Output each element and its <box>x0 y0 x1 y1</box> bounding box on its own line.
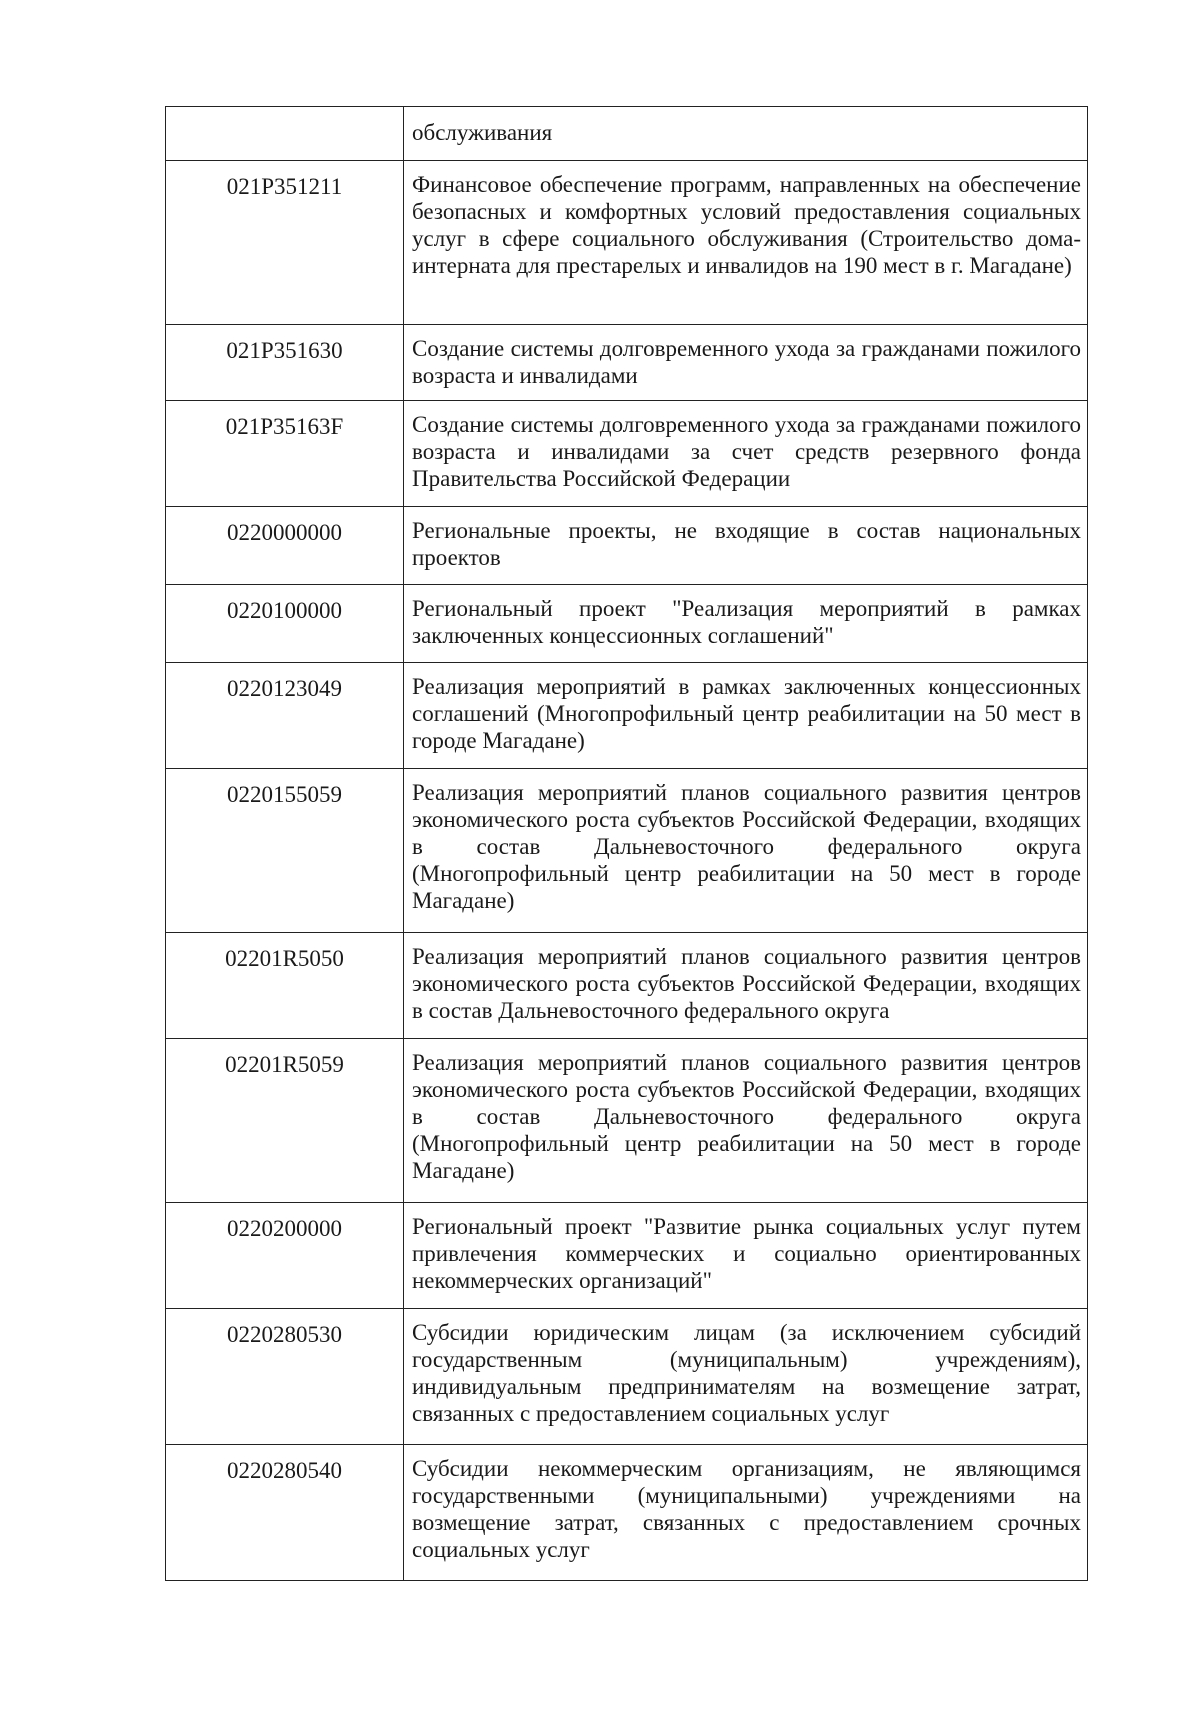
table-row <box>166 1445 1088 1581</box>
table-row <box>166 507 1088 585</box>
table-row <box>166 663 1088 769</box>
row-description: Региональный проект "Реализация мероприятий в рамках заключенных концессионных соглашений" <box>404 585 1088 663</box>
row-code: 0220280530 <box>166 1309 404 1445</box>
row-code: 021P35163F <box>166 401 404 507</box>
row-description: Реализация мероприятий планов социального развития центров экономического роста субъектов Российской Федерации, входящих в состав Дальневосточного федерального округа (Многопрофильный центр реабилитации на 50 мест в городе Магадане) <box>404 1039 1088 1203</box>
row-description: Субсидии некоммерческим организациям, не являющимся государственными (муниципальными) учреждениями на возмещение затрат, связанных с предоставлением срочных социальных услуг <box>404 1445 1088 1581</box>
table-row <box>166 585 1088 663</box>
row-description: Региональные проекты, не входящие в состав национальных проектов <box>404 507 1088 585</box>
row-code: 0220000000 <box>166 507 404 585</box>
row-description: Создание системы долговременного ухода за гражданами пожилого возраста и инвалидами за счет средств резервного фонда Правительства Российской Федерации <box>404 401 1088 507</box>
table-row <box>166 401 1088 507</box>
row-code: 0220280540 <box>166 1445 404 1581</box>
budget-classification-table <box>165 106 1088 1581</box>
row-code: 0220123049 <box>166 663 404 769</box>
row-description: обслуживания <box>404 107 1088 161</box>
table-row <box>166 325 1088 401</box>
row-description: Реализация мероприятий планов социального развития центров экономического роста субъектов Российской Федерации, входящих в состав Дальневосточного федерального округа <box>404 933 1088 1039</box>
row-description: Финансовое обеспечение программ, направленных на обеспечение безопасных и комфортных условий предоставления социальных услуг в сфере социального обслуживания (Строительство дома-интерната для престарелых и инвалидов на 190 мест в г. Магадане) <box>404 161 1088 325</box>
row-description: Создание системы долговременного ухода за гражданами пожилого возраста и инвалидами <box>404 325 1088 401</box>
table-row <box>166 107 1088 161</box>
row-code: 02201R5059 <box>166 1039 404 1203</box>
table-row <box>166 1309 1088 1445</box>
row-description: Субсидии юридическим лицам (за исключением субсидий государственным (муниципальным) учреждениям), индивидуальным предпринимателям на возмещение затрат, связанных с предоставлением социальных услуг <box>404 1309 1088 1445</box>
row-code: 0220100000 <box>166 585 404 663</box>
row-code: 021P351211 <box>166 161 404 325</box>
row-code: 0220200000 <box>166 1203 404 1309</box>
row-description: Реализация мероприятий в рамках заключенных концессионных соглашений (Многопрофильный центр реабилитации на 50 мест в городе Магадане) <box>404 663 1088 769</box>
row-code: 0220155059 <box>166 769 404 933</box>
row-description: Реализация мероприятий планов социального развития центров экономического роста субъектов Российской Федерации, входящих в состав Дальневосточного федерального округа (Многопрофильный центр реабилитации на 50 мест в городе Магадане) <box>404 769 1088 933</box>
row-code: 021P351630 <box>166 325 404 401</box>
table-row <box>166 933 1088 1039</box>
row-description: Региональный проект "Развитие рынка социальных услуг путем привлечения коммерческих и социально ориентированных некоммерческих организаций" <box>404 1203 1088 1309</box>
row-code: 02201R5050 <box>166 933 404 1039</box>
table-row <box>166 161 1088 325</box>
row-code <box>166 107 404 161</box>
table-row <box>166 1203 1088 1309</box>
table-row <box>166 769 1088 933</box>
table-row <box>166 1039 1088 1203</box>
